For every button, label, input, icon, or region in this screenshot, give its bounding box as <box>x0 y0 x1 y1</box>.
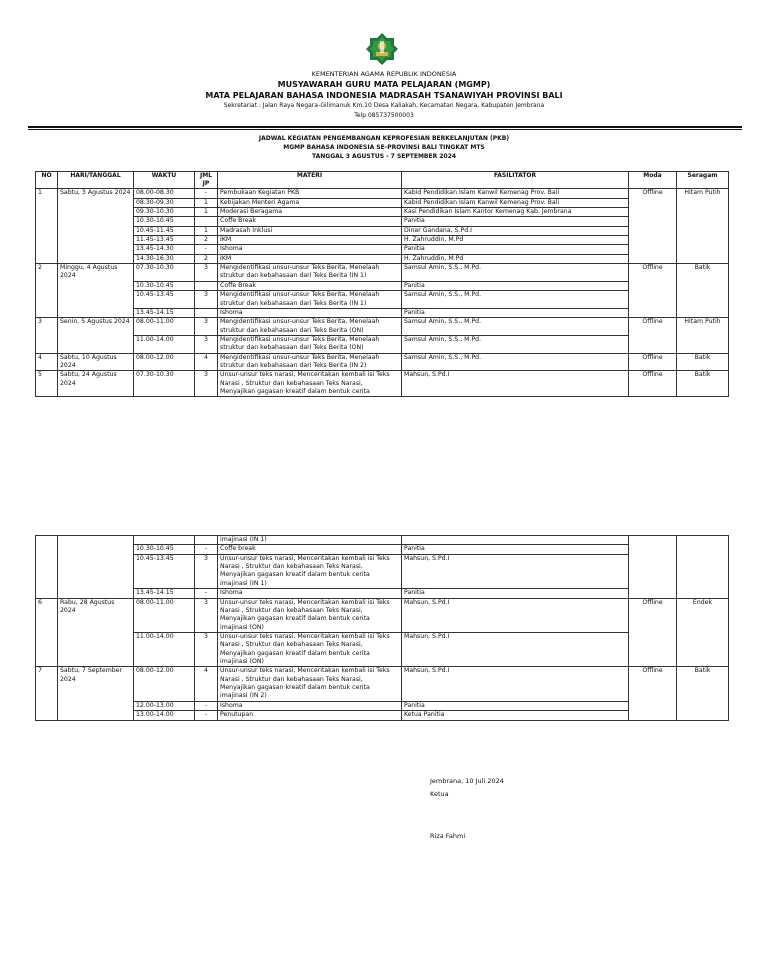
session-time: 08.00-11.00 <box>134 598 195 632</box>
session-facilitator: Panitia <box>402 281 629 290</box>
jp-header-line2: JP <box>202 180 210 188</box>
session-time: 13.45-14.30 <box>134 245 195 254</box>
session-materi: Coffe Break <box>218 281 402 290</box>
session-time: 12.00-13.00 <box>134 701 195 710</box>
session-facilitator: Panitia <box>402 545 629 554</box>
col-header-day: HARI/TANGGAL <box>58 172 134 189</box>
day-number-cont <box>36 536 58 599</box>
day-date: Sabtu, 24 Agustus 2024 <box>58 371 134 397</box>
day-number: 2 <box>36 264 58 318</box>
session-time: 13.45-14.15 <box>134 589 195 598</box>
session-facilitator: Mahsun, S.Pd.I <box>402 598 629 632</box>
session-jp <box>195 217 218 226</box>
session-facilitator: Samsul Amin, S.S., M.Pd. <box>402 335 629 353</box>
table-row <box>36 189 729 198</box>
table-row <box>36 198 729 207</box>
session-jp: 3 <box>195 335 218 353</box>
session-materi: Mengidentifikasi unsur-unsur Teks Berita, Menelaah struktur dan kebahasaan dari Teks Berita (IN 1) <box>218 291 402 309</box>
table-row <box>36 264 729 282</box>
session-materi: Coffe break <box>218 545 402 554</box>
session-time: 13.45-14.15 <box>134 308 195 317</box>
session-materi: Moderasi Beragama <box>218 207 402 216</box>
session-materi: Ishoma <box>218 245 402 254</box>
session-jp: 2 <box>195 235 218 244</box>
day-number: 4 <box>36 353 58 371</box>
session-materi: imajinasi (IN 1) <box>218 536 402 545</box>
table-row <box>36 701 729 710</box>
session-materi: Unsur-unsur teks narasi, Menceritakan kembali isi Teks Narasi , Struktur dan kebahasaan Teks Narasi, Menyajikan gagasan kreatif dalam bentuk cerita imajinasi (ON) <box>218 632 402 666</box>
session-materi: Mengidentifikasi unsur-unsur Teks Berita, Menelaah struktur dan kebahasaan dari Teks Berita (ON) <box>218 318 402 336</box>
table-row <box>36 598 729 632</box>
session-facilitator: Panitia <box>402 217 629 226</box>
session-time: 09.30-10.30 <box>134 207 195 216</box>
day-date: Minggu, 4 Agustus 2024 <box>58 264 134 318</box>
ministry-name: KEMENTERIAN AGAMA REPUBLIK INDONESIA <box>311 70 457 78</box>
session-facilitator: Mahsun, S.Pd.I <box>402 632 629 666</box>
session-time: 14.30-16.30 <box>134 254 195 263</box>
table-row <box>36 711 729 720</box>
table-row <box>36 353 729 371</box>
schedule-table <box>35 171 729 397</box>
day-moda: Offline <box>629 371 677 397</box>
session-jp: 3 <box>195 598 218 632</box>
session-materi: Unsur-unsur teks narasi, Menceritakan kembali isi Teks Narasi , Struktur dan kebahasaan Teks Narasi, Menyajikan gagasan kreatif dalam bentuk cerita imajinasi (IN 2) <box>218 667 402 701</box>
session-materi: Unsur-unsur teks narasi, Menceritakan kembali isi Teks Narasi , Struktur dan kebahasaan Teks Narasi, Menyajikan gagasan kreatif dalam bentuk cerita imajinasi (ON) <box>218 598 402 632</box>
session-facilitator: Samsul Amin, S.S., M.Pd. <box>402 264 629 282</box>
session-facilitator: Kabid Pendidikan Islam Kanwil Kemenag Prov. Bali <box>402 189 629 198</box>
session-time: 10.45-13.45 <box>134 291 195 309</box>
session-facilitator: Panitia <box>402 308 629 317</box>
day-seragam: Endek <box>677 598 729 667</box>
session-jp: 1 <box>195 198 218 207</box>
session-jp <box>195 281 218 290</box>
col-header-jp <box>195 172 218 189</box>
session-jp: - <box>195 711 218 720</box>
session-facilitator: Samsul Amin, S.S., M.Pd. <box>402 291 629 309</box>
day-number: 3 <box>36 318 58 353</box>
session-facilitator: Mahsun, S.Pd.I <box>402 371 629 397</box>
day-seragam: Batik <box>677 667 729 720</box>
session-jp: - <box>195 245 218 254</box>
session-jp: 3 <box>195 318 218 336</box>
table-row <box>36 545 729 554</box>
session-facilitator <box>402 536 629 545</box>
table-row <box>36 589 729 598</box>
session-time: 07.30-10.30 <box>134 264 195 282</box>
session-materi: Madrasah Inklusi <box>218 226 402 235</box>
table-row <box>36 291 729 309</box>
session-facilitator: Panitia <box>402 589 629 598</box>
session-materi: Ishoma <box>218 589 402 598</box>
session-jp: 3 <box>195 554 218 588</box>
session-jp <box>195 308 218 317</box>
day-seragam: Hitam Putih <box>677 189 729 264</box>
col-header-seragam: Seragam <box>677 172 729 189</box>
day-moda: Offline <box>629 318 677 353</box>
table-row <box>36 245 729 254</box>
header-divider-thin <box>28 129 742 130</box>
organization-name: MUSYAWARAH GURU MATA PELAJARAN (MGMP) <box>277 80 491 89</box>
session-time: 08.00-08.30 <box>134 189 195 198</box>
session-time: 08.00-11.00 <box>134 318 195 336</box>
session-facilitator: Kasi Pendidikan Islam Kantor Kemenag Kab. Jembrana <box>402 207 629 216</box>
session-materi: Kebijakan Menteri Agama <box>218 198 402 207</box>
header-divider <box>28 126 742 128</box>
session-materi: Mengidentifikasi unsur-unsur Teks Berita, Menelaah struktur dan kebahasaan dari Teks Berita (ON) <box>218 335 402 353</box>
session-facilitator: Panitia <box>402 245 629 254</box>
col-header-moda: Moda <box>629 172 677 189</box>
session-jp: - <box>195 701 218 710</box>
day-seragam: Batik <box>677 353 729 371</box>
session-materi: Unsur-unsur teks narasi, Menceritakan kembali isi Teks Narasi , Struktur dan kebahasaan Teks Narasi, Menyajikan gagasan kreatif dalam bentuk cerita imajinasi (IN 1) <box>218 554 402 588</box>
table-row <box>36 536 729 545</box>
session-time: 10.45-11.45 <box>134 226 195 235</box>
session-facilitator: Ketua Panitia <box>402 711 629 720</box>
table-row <box>36 226 729 235</box>
session-jp: 2 <box>195 254 218 263</box>
session-time: 08.00-12.00 <box>134 667 195 701</box>
table-row <box>36 667 729 701</box>
session-jp: - <box>195 589 218 598</box>
session-materi: Pembukaan Kegiatan PKB <box>218 189 402 198</box>
session-jp: 3 <box>195 291 218 309</box>
session-materi: Penutupan <box>218 711 402 720</box>
session-jp: 3 <box>195 371 218 397</box>
session-materi: IKM <box>218 254 402 263</box>
session-jp: - <box>195 545 218 554</box>
table-row <box>36 254 729 263</box>
session-facilitator: H. Zahruddin, M.Pd <box>402 254 629 263</box>
table-row <box>36 281 729 290</box>
schedule-title: JADWAL KEGIATAN PENGEMBANGAN KEPROFESIAN BERKELANJUTAN (PKB) <box>258 135 510 142</box>
signature-name: Riza Fahmi <box>430 832 466 840</box>
jp-header-line1: JML <box>199 172 213 179</box>
day-number: 5 <box>36 371 58 397</box>
session-jp: 4 <box>195 353 218 371</box>
table-row <box>36 554 729 588</box>
day-moda: Offline <box>629 189 677 264</box>
day-date-cont <box>58 536 134 599</box>
session-materi: Ishoma <box>218 308 402 317</box>
schedule-dates: TANGGAL 3 AGUSTUS - 7 SEPTEMBER 2024 <box>312 153 456 160</box>
session-jp: 4 <box>195 667 218 701</box>
session-jp <box>195 536 218 545</box>
phone-number: Telp 085737500003 <box>354 112 414 119</box>
session-time: 13.00-14.00 <box>134 711 195 720</box>
col-header-no: NO <box>36 172 58 189</box>
session-materi: Unsur-unsur teks narasi, Menceritakan kembali isi Teks Narasi , Struktur dan kebahasaan Teks Narasi, Menyajikan gagasan kreatif dalam bentuk cerita <box>218 371 402 397</box>
day-number: 1 <box>36 189 58 264</box>
table-header-row <box>36 172 729 189</box>
table-row <box>36 371 729 397</box>
session-time: 11.45-13.45 <box>134 235 195 244</box>
table-row <box>36 207 729 216</box>
session-facilitator: Kabid Pendidikan Islam Kanwil Kemenag Prov. Bali <box>402 198 629 207</box>
session-materi: Mengidentifikasi unsur-unsur Teks Berita, Menelaah struktur dan kebahasaan dari Teks Berita (IN 2) <box>218 353 402 371</box>
session-time: 10.30-10.45 <box>134 217 195 226</box>
session-materi: IKM <box>218 235 402 244</box>
day-seragam: Batik <box>677 371 729 397</box>
kemenag-logo-icon <box>365 32 399 66</box>
session-time: 11.00-14.00 <box>134 632 195 666</box>
session-time: 07.30-10.30 <box>134 371 195 397</box>
session-time: 08.00-12.00 <box>134 353 195 371</box>
schedule-subtitle: MGMP BAHASA INDONESIA SE-PROVINSI BALI TINGKAT MTS <box>283 144 485 151</box>
session-facilitator: Mahsun, S.Pd.I <box>402 554 629 588</box>
session-facilitator: Samsul Amin, S.S., M.Pd. <box>402 353 629 371</box>
session-materi: Mengidentifikasi unsur-unsur Teks Berita, Menelaah struktur dan kebahasaan dari Teks Berita (IN 1) <box>218 264 402 282</box>
session-facilitator: Panitia <box>402 701 629 710</box>
day-date: Sabtu, 3 Agustus 2024 <box>58 189 134 264</box>
day-number: 7 <box>36 667 58 720</box>
session-facilitator: Mahsun, S.Pd.I <box>402 667 629 701</box>
day-moda: Offline <box>629 264 677 318</box>
session-time: 10.45-13.45 <box>134 554 195 588</box>
table-row <box>36 335 729 353</box>
session-facilitator: Dinar Gandana, S.Pd.I <box>402 226 629 235</box>
day-date: Rabu, 28 Agustus 2024 <box>58 598 134 667</box>
session-time: 11.00-14.00 <box>134 335 195 353</box>
session-time: 08.30-09.30 <box>134 198 195 207</box>
day-date: Sabtu, 7 September 2024 <box>58 667 134 720</box>
session-jp: 3 <box>195 264 218 282</box>
signature-place-date: Jembrana, 10 Juli 2024 <box>430 777 504 785</box>
subject-name: MATA PELAJARAN BAHASA INDONESIA MADRASAH TSANAWIYAH PROVINSI BALI <box>205 91 563 100</box>
session-facilitator: H. Zahruddin, M.Pd <box>402 235 629 244</box>
day-date: Sabtu, 10 Agustus 2024 <box>58 353 134 371</box>
day-seragam: Hitam Putih <box>677 318 729 353</box>
table-row <box>36 235 729 244</box>
session-jp: 1 <box>195 207 218 216</box>
table-row <box>36 632 729 666</box>
day-moda-cont <box>629 536 677 599</box>
session-time <box>134 536 195 545</box>
day-moda: Offline <box>629 353 677 371</box>
session-jp: 3 <box>195 632 218 666</box>
table-row <box>36 308 729 317</box>
session-time: 10.30-10.45 <box>134 545 195 554</box>
day-moda: Offline <box>629 598 677 667</box>
day-number: 6 <box>36 598 58 667</box>
day-date: Senin, 5 Agustus 2024 <box>58 318 134 353</box>
table-row <box>36 217 729 226</box>
col-header-time: WAKTU <box>134 172 195 189</box>
session-materi: Coffe Break <box>218 217 402 226</box>
session-jp: - <box>195 189 218 198</box>
schedule-table-continued <box>35 535 729 721</box>
day-seragam: Batik <box>677 264 729 318</box>
table-row <box>36 318 729 336</box>
col-header-materi: MATERI <box>218 172 402 189</box>
session-jp: 1 <box>195 226 218 235</box>
day-moda: Offline <box>629 667 677 720</box>
session-facilitator: Samsul Amin, S.S., M.Pd. <box>402 318 629 336</box>
session-time: 10.30-10.45 <box>134 281 195 290</box>
session-materi: Ishoma <box>218 701 402 710</box>
signature-role: Ketua <box>430 790 449 798</box>
secretariat-address: Sekretariat : Jalan Raya Negara-Gilimanuk Km.10 Desa Kaliakah, Kecamatan Negara, Kabupaten Jembrana <box>223 102 545 109</box>
col-header-fasilitator: FASILITATOR <box>402 172 629 189</box>
day-seragam-cont <box>677 536 729 599</box>
